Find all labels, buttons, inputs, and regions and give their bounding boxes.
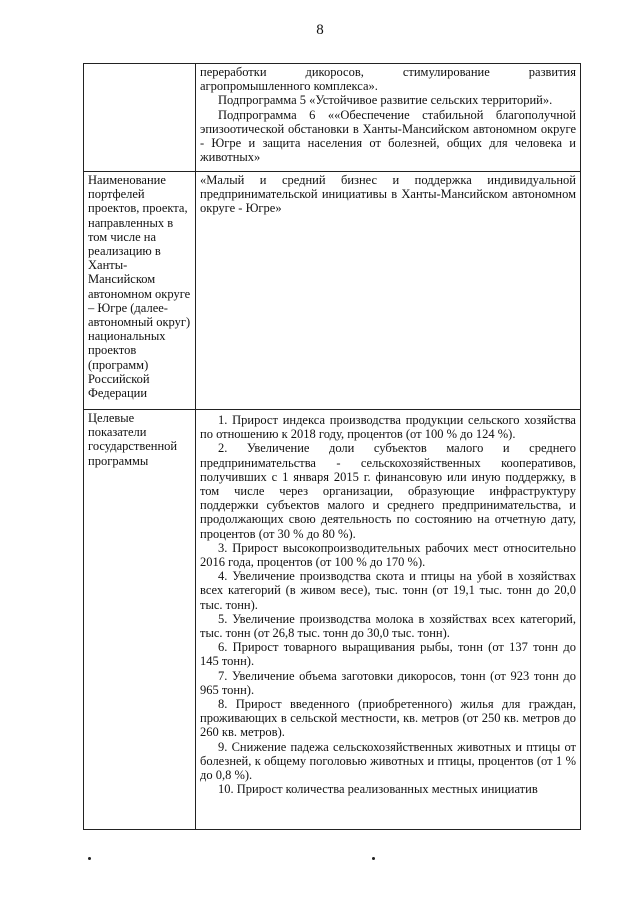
text-paragraph: «Малый и средний бизнес и поддержка индивидуальной предпринимательской инициативы в Ханты-Мансийском автономном округе - Югре» (200, 173, 576, 216)
list-item: 3. Прирост высокопроизводительных рабочих мест относительно 2016 года, процентов (от 100 % до 170 %). (200, 540, 576, 570)
row-content-subprograms (196, 64, 581, 172)
scan-speck (372, 857, 375, 860)
list-item: 6. Прирост товарного выращивания рыбы, тонн (от 137 тонн до 145 тонн). (200, 640, 576, 669)
list-item: 2. Увеличение доли субъектов малого и среднего предпринимательства - сельскохозяйственных кооперативов, получивших с 1 января 2015 г. финансовую или иную поддержку, в том числе через организации, образующие инфраструктуру поддержки субъектов малого и среднего предпринимательства, и продолжающих свою деятельность по состоянию на отчетную дату, процентов (от 30 % до 80 %). (200, 441, 576, 541)
list-item: 8. Прирост введенного (приобретенного) жилья для граждан, проживающих в сельской местности, кв. метров (от 250 кв. метров до 260 кв. метров). (200, 697, 576, 740)
list-item: 1. Прирост индекса производства продукции сельского хозяйства по отношению к 2018 году, процентов (от 100 % до 124 %). (200, 413, 576, 442)
list-item: 5. Увеличение производства молока в хозяйствах всех категорий, тыс. тонн (от 26,8 тыс. тонн до 30,0 тыс. тонн). (200, 611, 576, 641)
scan-speck (88, 857, 91, 860)
table-row (84, 64, 581, 172)
row-label-projects: Наименование портфелей проектов, проекта, направленных в том числе на реализацию в Ханты-Мансийском автономном округе – Югре (далее-автономный округ) национальных проектов (программ) Российской Федерации (84, 172, 196, 410)
text-paragraph: Подпрограмма 5 «Устойчивое развитие сельских территорий». (218, 93, 553, 108)
list-item: 7. Увеличение объема заготовки дикоросов, тонн (от 923 тонн до 965 тонн). (200, 668, 576, 697)
list-item: 9. Снижение падежа сельскохозяйственных животных и птицы от болезней, к общему поголовью животных и птицы, процентов (от 1 % до 0,8 %). (200, 739, 576, 783)
row-content-indicators (196, 410, 581, 830)
list-item: 10. Прирост количества реализованных местных инициатив (218, 782, 538, 797)
table-row (84, 410, 581, 830)
text-paragraph: Подпрограмма 6 ««Обеспечение стабильной благополучной эпизоотической обстановки в Ханты-Мансийском автономном округе - Югре и защита населения от болезней, общих для человека и животных» (200, 107, 576, 165)
list-item: 4. Увеличение производства скота и птицы на убой в хозяйствах всех категорий (в живом весе), тыс. тонн (от 19,1 тыс. тонн до 20,0 тыс. тонн). (200, 569, 576, 612)
table-row (84, 172, 581, 410)
page-number: 8 (316, 22, 324, 38)
row-content-projects (196, 172, 581, 410)
passport-table (83, 63, 581, 830)
row-label-indicators: Целевые показатели государственной программы (84, 410, 196, 830)
row-label-empty (84, 64, 196, 172)
text-paragraph: переработки дикоросов, стимулирование развития агропромышленного комплекса». (200, 65, 576, 94)
